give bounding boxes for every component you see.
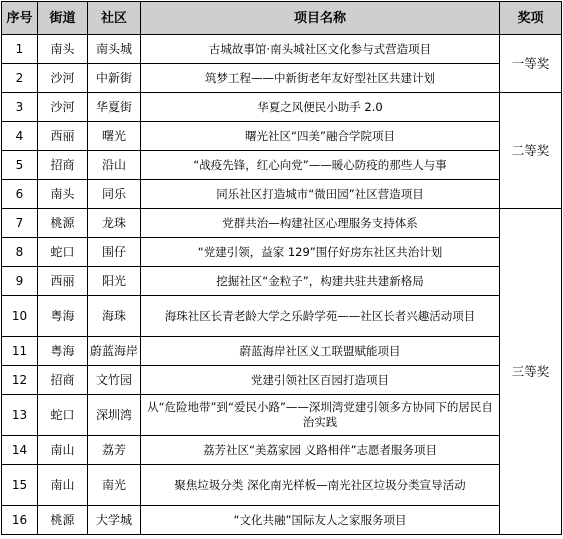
award-second: 二等奖 <box>500 93 562 209</box>
cell-no: 3 <box>2 93 38 122</box>
cell-no: 1 <box>2 35 38 64</box>
cell-street: 西丽 <box>38 122 88 151</box>
cell-no: 8 <box>2 238 38 267</box>
cell-project: 荔芳社区“美荔家园 义路相伴”志愿者服务项目 <box>141 436 500 465</box>
header-community: 社区 <box>88 2 141 35</box>
cell-project: 党建引领社区百园打造项目 <box>141 366 500 395</box>
cell-street: 沙河 <box>38 64 88 93</box>
cell-community: 荔芳 <box>88 436 141 465</box>
cell-no: 10 <box>2 296 38 337</box>
cell-community: 深圳湾 <box>88 395 141 436</box>
cell-project: 海珠社区长青老龄大学之乐龄学苑——社区长者兴趣活动项目 <box>141 296 500 337</box>
cell-street: 南头 <box>38 35 88 64</box>
table-row <box>2 267 562 296</box>
table-row <box>2 436 562 465</box>
table-row <box>2 395 562 436</box>
cell-community: 阳光 <box>88 267 141 296</box>
cell-street: 南山 <box>38 465 88 506</box>
cell-street: 桃源 <box>38 209 88 238</box>
cell-community: 同乐 <box>88 180 141 209</box>
cell-street: 沙河 <box>38 93 88 122</box>
cell-community: 围仔 <box>88 238 141 267</box>
header-row <box>2 2 562 35</box>
header-project: 项目名称 <box>141 2 500 35</box>
table-row <box>2 465 562 506</box>
table-row <box>2 209 562 238</box>
cell-project: 筑梦工程——中新街老年友好型社区共建计划 <box>141 64 500 93</box>
cell-street: 南山 <box>38 436 88 465</box>
cell-community: 龙珠 <box>88 209 141 238</box>
cell-no: 5 <box>2 151 38 180</box>
cell-project: 聚焦垃圾分类 深化南光样板—南光社区垃圾分类宣导活动 <box>141 465 500 506</box>
cell-no: 12 <box>2 366 38 395</box>
table-row <box>2 337 562 366</box>
cell-no: 15 <box>2 465 38 506</box>
cell-community: 沿山 <box>88 151 141 180</box>
table-row <box>2 366 562 395</box>
table-row <box>2 296 562 337</box>
header-no: 序号 <box>2 2 38 35</box>
cell-no: 11 <box>2 337 38 366</box>
cell-street: 蛇口 <box>38 395 88 436</box>
cell-project: 挖掘社区“金粒子”，构建共驻共建新格局 <box>141 267 500 296</box>
cell-street: 南头 <box>38 180 88 209</box>
award-first: 一等奖 <box>500 35 562 93</box>
cell-no: 16 <box>2 506 38 535</box>
cell-project: 华夏之风便民小助手 2.0 <box>141 93 500 122</box>
cell-project: “战疫先锋，红心向党”——暖心防疫的那些人与事 <box>141 151 500 180</box>
cell-project: 从“危险地带”到“爱民小路”——深圳湾党建引领多方协同下的居民自治实践 <box>141 395 500 436</box>
table-row <box>2 64 562 93</box>
table-row <box>2 122 562 151</box>
cell-project: 蔚蓝海岸社区义工联盟赋能项目 <box>141 337 500 366</box>
cell-community: 南头城 <box>88 35 141 64</box>
cell-street: 招商 <box>38 366 88 395</box>
cell-project: 古城故事馆·南头城社区文化参与式营造项目 <box>141 35 500 64</box>
cell-community: 海珠 <box>88 296 141 337</box>
table-row <box>2 180 562 209</box>
cell-no: 9 <box>2 267 38 296</box>
cell-community: 中新街 <box>88 64 141 93</box>
cell-community: 曙光 <box>88 122 141 151</box>
cell-project: 党群共治—构建社区心理服务支持体系 <box>141 209 500 238</box>
cell-community: 南光 <box>88 465 141 506</box>
table-row <box>2 506 562 535</box>
cell-project: “党建引领，益家 129”围仔好房东社区共治计划 <box>141 238 500 267</box>
cell-no: 7 <box>2 209 38 238</box>
cell-community: 蔚蓝海岸 <box>88 337 141 366</box>
header-street: 街道 <box>38 2 88 35</box>
table-row <box>2 35 562 64</box>
cell-street: 西丽 <box>38 267 88 296</box>
cell-community: 文竹园 <box>88 366 141 395</box>
cell-project: 同乐社区打造城市“微田园”社区营造项目 <box>141 180 500 209</box>
cell-no: 4 <box>2 122 38 151</box>
header-award: 奖项 <box>500 2 562 35</box>
cell-community: 大学城 <box>88 506 141 535</box>
cell-community: 华夏街 <box>88 93 141 122</box>
cell-project: “文化共融”国际友人之家服务项目 <box>141 506 500 535</box>
cell-project: 曙光社区“四美”融合学院项目 <box>141 122 500 151</box>
cell-street: 粤海 <box>38 337 88 366</box>
awards-table <box>1 1 562 535</box>
cell-no: 14 <box>2 436 38 465</box>
cell-no: 6 <box>2 180 38 209</box>
cell-street: 粤海 <box>38 296 88 337</box>
table-row <box>2 151 562 180</box>
cell-no: 13 <box>2 395 38 436</box>
cell-street: 桃源 <box>38 506 88 535</box>
table-row <box>2 238 562 267</box>
cell-street: 蛇口 <box>38 238 88 267</box>
cell-street: 招商 <box>38 151 88 180</box>
table-row <box>2 93 562 122</box>
cell-no: 2 <box>2 64 38 93</box>
award-third: 三等奖 <box>500 209 562 535</box>
